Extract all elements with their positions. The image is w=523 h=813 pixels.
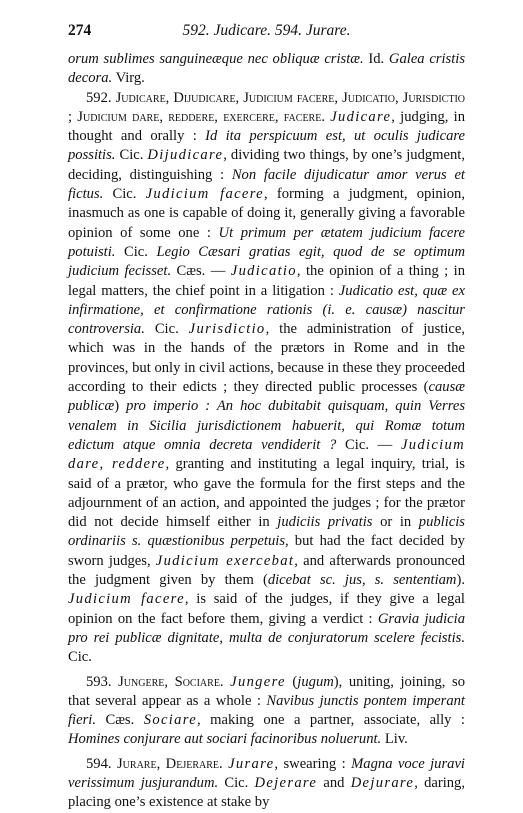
term: Dejerare [254, 774, 318, 791]
definition: , swearing : [274, 755, 352, 772]
page-number: 274 [68, 22, 92, 39]
definition: , judging, in thought and orally : [68, 108, 465, 145]
latin-quote: Ut primum per ætatem judicium facere potuisti. [68, 224, 465, 260]
term: Judicium exercebat [155, 552, 295, 569]
latin-phrase: judiciis privatis [277, 514, 373, 531]
running-head: 592. Judicare. 594. Jurare. [182, 22, 351, 39]
latin-quote: Homines conjurare aut sociari facinoribus noluerunt. [68, 731, 382, 748]
term: Judicatio [230, 263, 297, 280]
definition: ). [456, 572, 465, 589]
definition: , daring, placing one’s existence at stake by [68, 774, 465, 811]
latin-phrase: publicis ordinariis s. quæstionibus perpetuis [68, 514, 465, 550]
latin-quote: Magna voce juravi verissimum jusjurandum. [68, 755, 465, 791]
entry-594 [68, 755, 465, 813]
definition: , dividing two things, by one’s judgment, deciding, distinguishing : [68, 147, 466, 183]
definition: ) [114, 398, 127, 415]
latin-quote: Legio Cæsari gratias egit, quod de se optimum judicium fecisset. [68, 243, 465, 280]
term: Jungere [230, 673, 286, 690]
term: Sociare [143, 712, 197, 729]
latin-quote: Navibus junctis pontem imperant fieri. [68, 692, 465, 729]
continued-paragraph [68, 50, 465, 89]
latin-quote: Gravia judicia pro rei publicæ dignitate, multa de conjuratorum scelere fecistis. [68, 610, 465, 646]
definition: ( [285, 673, 298, 690]
latin-quote: orum sublimes sanguineæque nec obliquæ cristæ. [68, 51, 364, 67]
citation: Cic. — [336, 436, 401, 453]
term: Judicium dare, reddere [68, 436, 465, 473]
entry-headwords: Jurare, Dejerare. [117, 755, 223, 772]
term: Dejurare [350, 774, 415, 791]
latin-phrase: jugum [297, 673, 334, 690]
citation: Cic. [68, 649, 92, 666]
latin-quote: Non facile dijudicatur amor verus et fictus. [68, 166, 465, 203]
entry-headwords: Jungere, Sociare. [118, 673, 224, 690]
definition: , the administration of justice, which was in the hands of the prætors in Rome and in the provinces, but only in civil actions, because in these they proceeded according to their edicts ; they directed public processes ( [68, 321, 465, 396]
latin-quote: Id ita perspicuum est, ut oculis judicare possitis. [68, 128, 465, 164]
citation: Liv. [381, 731, 408, 748]
definition: , is said of the judges, if they give a legal opinion on the fact before them, giving a verdict : [68, 591, 465, 627]
latin-quote: Galea cristis decora. [68, 51, 465, 87]
term: Jurare [228, 755, 275, 772]
definition: , the opinion of a thing ; in legal matters, the chief point in a litigation : [68, 263, 466, 299]
term: Dijudicare [147, 147, 224, 164]
latin-quote: Judicatio est, quæ ex infirmatione, et confirmatione rationis (i. e. causæ) nascitur controversia. [68, 282, 465, 338]
citation: Cic. [144, 321, 189, 338]
term: Judicium facere [145, 186, 264, 203]
entry-593 [68, 673, 465, 750]
entry-number: 594. [86, 755, 117, 772]
latin-quote: pro imperio : An hoc dubitabit quisquam, quin Verres venalem in Sicilia jurisdictionem habuerit, qui Romæ totum edictum atque omnia decreta vendiderit ? [68, 398, 465, 453]
definition: , but had the fact decided by sworn judges, [68, 533, 465, 569]
citation: Cic. [218, 774, 255, 791]
term: Jurisdictio [188, 321, 266, 338]
citation: Cæs. — [171, 263, 231, 280]
citation: Cic. [115, 243, 157, 260]
definition: , and afterwards pronounced the judgment given by them ( [68, 552, 465, 589]
page-header [68, 22, 465, 40]
citation: Id. [363, 51, 389, 67]
entry-592 [68, 89, 465, 668]
latin-phrase: dicebat sc. jus, s. sententiam [267, 572, 457, 589]
term: Judicium facere [68, 591, 185, 608]
entry-number: 592. [86, 89, 116, 106]
definition: , forming a judgment, opinion, inasmuch as one is capable of doing it, generally giving a favorable opinion of some one : [68, 186, 465, 241]
citation: Cic. [115, 147, 148, 164]
citation: Cæs. [95, 712, 144, 729]
entry-headwords: Judicare, Dijudicare, Judicium facere, Judicatio, Jurisdictio ; Judicium dare, reddere, exercere, facere. [68, 89, 465, 125]
entry-number: 593. [86, 673, 119, 690]
definition: ), uniting, joining, so that several appear as a whole : [68, 673, 466, 709]
citation: Virg. [112, 70, 145, 87]
definition: , making one a partner, associate, ally : [197, 712, 465, 729]
citation: Cic. [103, 186, 146, 203]
term: Judicare [330, 108, 392, 125]
page-body [68, 50, 465, 813]
latin-phrase: causæ publicæ [68, 379, 465, 415]
definition: or in [372, 514, 419, 531]
definition: , granting and instituting a legal inquiry, trial, is said of a prætor, who gave the formula for the first steps and the adjournment of an action, and appointed the judges ; for the prætor did not decide himself either in [68, 456, 465, 531]
definition: and [317, 774, 351, 791]
